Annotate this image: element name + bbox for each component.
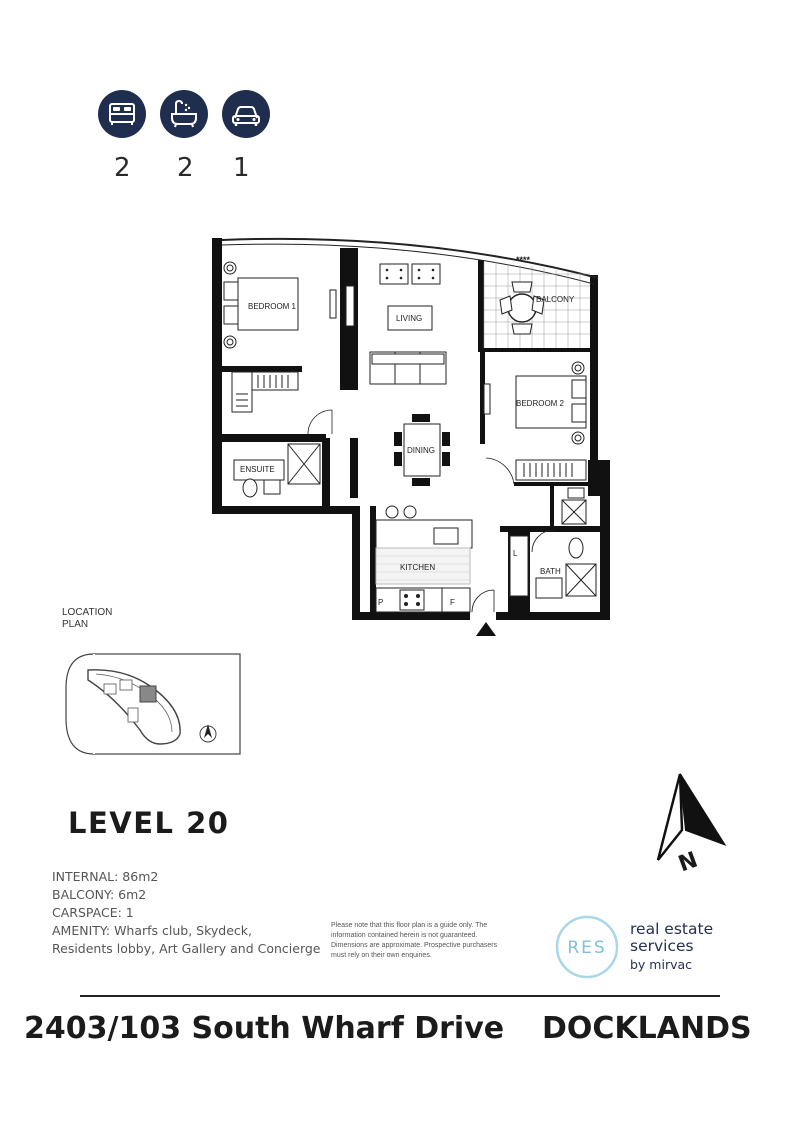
living-label: LIVING (396, 314, 423, 323)
bedroom-1-label: BEDROOM 1 (248, 302, 297, 311)
fridge-label: F (450, 598, 455, 607)
spec-amenity-line1: AMENITY: Wharfs club, Skydeck, (52, 923, 253, 938)
car-icon (222, 90, 270, 138)
bedroom-count: 2 (114, 153, 131, 183)
car-space-count: 1 (233, 153, 250, 183)
brand-line2: services (630, 937, 694, 955)
spec-amenity-line2: Residents lobby, Art Gallery and Concierge (52, 941, 321, 956)
location-plan-map (64, 648, 244, 758)
north-letter: N (675, 847, 702, 878)
location-label-line2: PLAN (62, 619, 89, 630)
res-logo-letters: RES (567, 938, 607, 958)
floor-plan (200, 225, 620, 645)
pantry-label: P (378, 598, 384, 607)
spec-internal: INTERNAL: 86m2 (52, 869, 159, 884)
location-plan-label (62, 607, 112, 631)
bedroom-2-label: BEDROOM 2 (516, 399, 565, 408)
spec-carspace: CARSPACE: 1 (52, 905, 134, 920)
balcony-label: BALCONY (536, 295, 575, 304)
laundry-label: L (513, 549, 518, 558)
kitchen-label: KITCHEN (400, 563, 436, 572)
bathroom-count: 2 (177, 153, 194, 183)
bath-icon (160, 90, 208, 138)
level-heading: LEVEL 20 (68, 806, 230, 840)
ensuite-label: ENSUITE (240, 465, 275, 474)
location-label-line1: LOCATION (62, 607, 113, 618)
res-logo (554, 914, 620, 980)
brand-line3: by mirvac (630, 957, 693, 972)
dining-label: DINING (407, 446, 435, 455)
footer-divider (80, 995, 720, 997)
suburb-name: DOCKLANDS (542, 1011, 752, 1046)
property-address: 2403/103 South Wharf Drive (24, 1011, 505, 1046)
bed-icon (98, 90, 146, 138)
balcony-marker: **** (516, 255, 531, 265)
spec-balcony: BALCONY: 6m2 (52, 887, 147, 902)
bath-label: BATH (540, 567, 561, 576)
brand-line1: real estate (630, 920, 714, 938)
disclaimer-text: Please note that this floor plan is a guide only. The information contained herein is not guaranteed. Dimensions are approximate. Prospective purchasers must rely on their own enquiries. (331, 922, 498, 959)
